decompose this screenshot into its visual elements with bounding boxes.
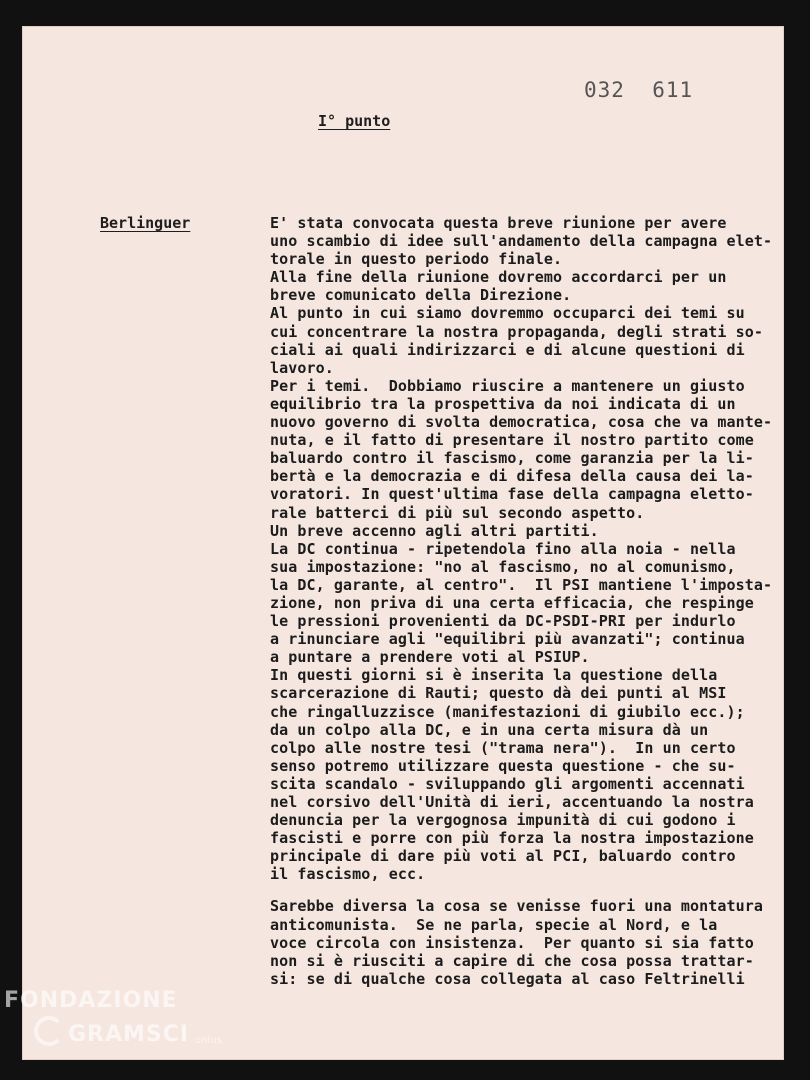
gramsci-logo-icon bbox=[34, 1016, 64, 1046]
text-line: la DC, garante, al centro". Il PSI mantiene l'imposta- bbox=[270, 575, 773, 594]
text-line: Alla fine della riunione dovremo accordarci per un bbox=[270, 268, 727, 287]
watermark-line2: GRAMSCI bbox=[68, 1022, 190, 1047]
text-line: voce circola con insistenza. Per quanto si sia fatto bbox=[270, 933, 754, 952]
text-line: voratori. In quest'ultima fase della campagna eletto- bbox=[270, 485, 754, 504]
text-line: La DC continua - ripetendola fino alla noia - nella bbox=[270, 539, 736, 558]
text-line: scarcerazione di Rauti; questo dà dei punti al MSI bbox=[270, 684, 727, 703]
text-line: le pressioni provenienti da DC-PSDI-PRI per indurlo bbox=[270, 612, 736, 631]
text-line: Per i temi. Dobbiamo riuscire a mantenere un giusto bbox=[270, 376, 745, 395]
document-page bbox=[22, 26, 784, 1060]
text-line: colpo alle nostre tesi ("trama nera"). In un certo bbox=[270, 738, 736, 757]
text-line: equilibrio tra la prospettiva da noi indicata di un bbox=[270, 394, 736, 413]
text-line: nel corsivo dell'Unità di ieri, accentuando la nostra bbox=[270, 793, 754, 811]
text-line: torale in questo periodo finale. bbox=[270, 250, 563, 269]
document-number: 032 611 bbox=[584, 78, 694, 102]
speaker-name: Berlinguer bbox=[100, 214, 191, 232]
text-line: anticomunista. Se ne parla, specie al Nord, e la bbox=[270, 915, 718, 934]
text-line: uno scambio di idee sull'andamento della campagna elet- bbox=[270, 232, 773, 251]
text-line: baluardo contro il fascismo, come garanzia per la li- bbox=[270, 449, 754, 468]
text-line: a rinunciare agli "equilibri più avanzati"; continua bbox=[270, 630, 745, 649]
text-line: E' stata convocata questa breve riunione per avere bbox=[270, 214, 727, 232]
text-line: da un colpo alla DC, e in una certa misura dà un bbox=[270, 720, 709, 739]
text-line: ciali ai quali indirizzarci e di alcune questioni di bbox=[270, 340, 745, 359]
text-line: a puntare a prendere voti al PSIUP. bbox=[270, 648, 590, 667]
text-line: si: se di qualche cosa collegata al caso Feltrinelli bbox=[270, 969, 745, 988]
text-line: denuncia per la vergognosa impunità di cui godono i bbox=[270, 811, 736, 830]
text-line: Sarebbe diversa la cosa se venisse fuori una montatura bbox=[270, 897, 764, 916]
text-line: nuta, e il fatto di presentare il nostro partito come bbox=[270, 431, 754, 450]
watermark-line3: onlus bbox=[195, 1035, 222, 1046]
text-line: il fascismo, ecc. bbox=[270, 865, 426, 884]
text-line: non si è riusciti a capire di che cosa possa trattar- bbox=[270, 951, 754, 970]
text-line: senso potremo utilizzare questa questione - che su- bbox=[270, 756, 736, 775]
section-heading: I° punto bbox=[318, 112, 391, 130]
text-line: rale batterci di più sul secondo aspetto. bbox=[270, 503, 645, 522]
text-line: che ringalluzzisce (manifestazioni di giubilo ecc.); bbox=[270, 702, 745, 721]
text-line: nuovo governo di svolta democratica, cosa che va mante- bbox=[270, 413, 773, 432]
text-line: In questi giorni si è inserita la questione della bbox=[270, 666, 718, 685]
text-line: Al punto in cui siamo dovremmo occuparci dei temi su bbox=[270, 304, 745, 323]
speech-text bbox=[270, 214, 772, 988]
text-line: breve comunicato della Direzione. bbox=[270, 286, 572, 305]
text-line: bertà e la democrazia e di difesa della causa dei la- bbox=[270, 467, 754, 486]
text-line: principale di dare più voti al PCI, baluardo contro bbox=[270, 847, 736, 866]
text-line: zione, non priva di una certa efficacia, che respinge bbox=[270, 593, 754, 612]
text-line: fascisti e porre con più forza la nostra impostazione bbox=[270, 829, 754, 848]
fondazione-gramsci-watermark bbox=[4, 990, 222, 1046]
text-line: cui concentrare la nostra propaganda, degli strati so- bbox=[270, 322, 764, 341]
text-line: scita scandalo - sviluppando gli argomenti accennati bbox=[270, 774, 745, 793]
text-line: lavoro. bbox=[270, 358, 334, 377]
paragraph-gap bbox=[270, 883, 772, 897]
text-line: Un breve accenno agli altri partiti. bbox=[270, 521, 599, 540]
text-line: sua impostazione: "no al fascismo, no al comunismo, bbox=[270, 557, 736, 576]
watermark-line1: FONDAZIONE bbox=[4, 988, 178, 1013]
